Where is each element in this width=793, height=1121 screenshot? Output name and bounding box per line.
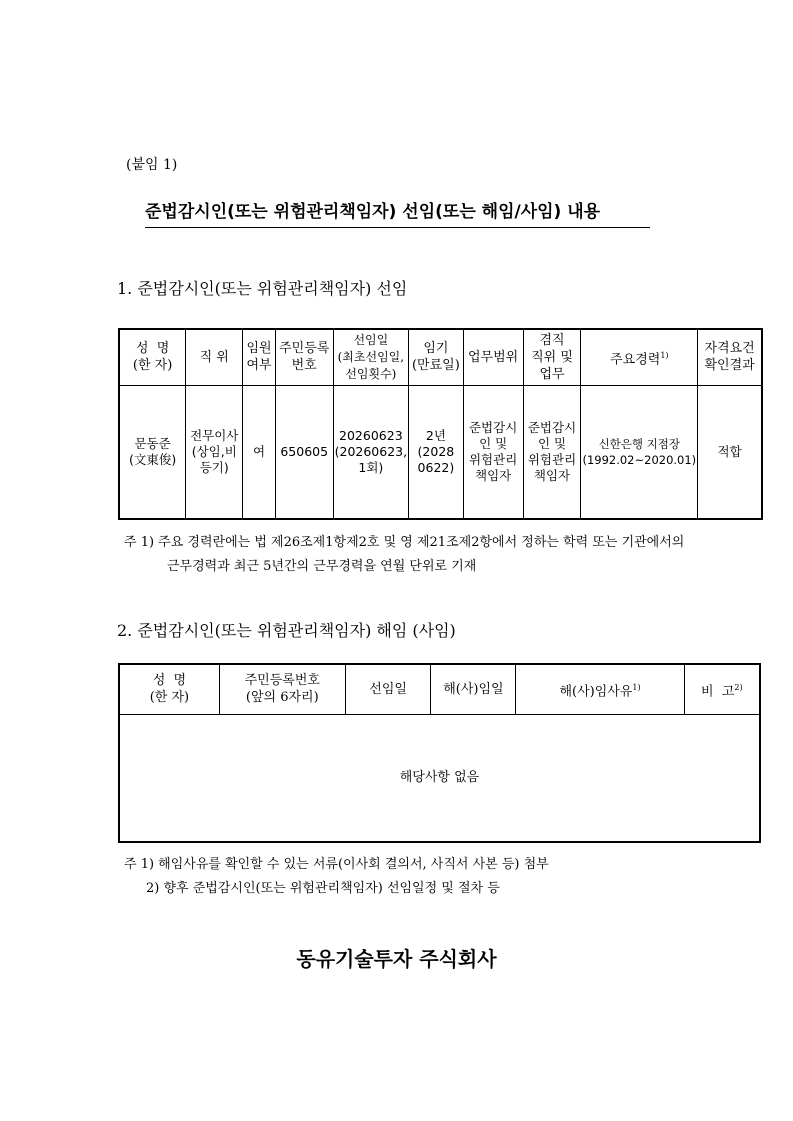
- document-title: 준법감시인(또는 위험관리책임자) 선임(또는 해임/사임) 내용: [145, 197, 650, 228]
- section1-note-2: 근무경력과 최근 5년간의 근무경력을 연월 단위로 기재: [167, 559, 477, 574]
- table-header-row: [119, 664, 760, 714]
- cell-scope: 준법감시 인 및 위험관리 책임자: [463, 385, 523, 519]
- table-row: [119, 385, 762, 519]
- header-qualification: 자격요건 확인결과: [698, 329, 762, 385]
- header-term: 임기 (만료일): [409, 329, 464, 385]
- section2-note-2: 2) 향후 준법감시인(또는 위험관리책임자) 선임일정 및 절차 등: [146, 881, 500, 896]
- cell-qualification: 적합: [698, 385, 762, 519]
- section1-note-1: 주 1) 주요 경력란에는 법 제26조제1항제2호 및 영 제21조제2항에서 정하는 학력 또는 기관에서의: [124, 535, 685, 550]
- section1-heading: 1. 준법감시인(또는 위험관리책임자) 선임: [117, 279, 408, 298]
- header-name: 성 명 (한 자): [119, 329, 186, 385]
- cell-name: 문동준 (文東俊): [119, 385, 186, 519]
- cell-term: 2년 (2028 0622): [409, 385, 464, 519]
- header-name: 성 명 (한 자): [119, 664, 219, 714]
- header-reason: 해(사)임사유$^{1)}$: [516, 664, 684, 714]
- header-resident-no: 주민등록 번호: [275, 329, 333, 385]
- empty-cell: 해당사항 없음: [119, 714, 760, 842]
- attachment-label: (붙임 1): [126, 157, 178, 173]
- header-dismiss-date: 해(사)임일: [431, 664, 516, 714]
- header-appoint-date: 선임일 (최초선임일, 선임횟수): [333, 329, 408, 385]
- header-career: 주요경력$^{1)}$: [581, 329, 698, 385]
- cell-position: 전무이사 (상임,비 등기): [186, 385, 243, 519]
- cell-career: 신한은행 지점장 (1992.02~2020.01): [581, 385, 698, 519]
- company-name: 동유기술투자 주식회사: [296, 947, 497, 971]
- header-scope: 업무범위: [463, 329, 523, 385]
- header-remark: 비 고$^{2)}$: [684, 664, 760, 714]
- section2-note-1: 주 1) 해임사유를 확인할 수 있는 서류(이사회 결의서, 사직서 사본 등) 첨부: [124, 857, 549, 872]
- appointment-table: [118, 328, 763, 520]
- cell-resident-no: 650605: [275, 385, 333, 519]
- cell-officer: 여: [243, 385, 276, 519]
- header-concurrent: 겸직 직위 및 업무: [523, 329, 581, 385]
- cell-appoint-date: 20260623 (20260623, 1회): [333, 385, 408, 519]
- section2-heading: 2. 준법감시인(또는 위험관리책임자) 해임 (사임): [117, 621, 456, 640]
- header-appoint-date: 선임일: [345, 664, 431, 714]
- header-resident-no: 주민등록번호 (앞의 6자리): [219, 664, 345, 714]
- table-header-row: [119, 329, 762, 385]
- header-officer: 임원 여부: [243, 329, 276, 385]
- table-row: [119, 714, 760, 842]
- cell-concurrent: 준법감시 인 및 위험관리 책임자: [523, 385, 581, 519]
- header-position: 직 위: [186, 329, 243, 385]
- dismissal-table: [118, 663, 761, 843]
